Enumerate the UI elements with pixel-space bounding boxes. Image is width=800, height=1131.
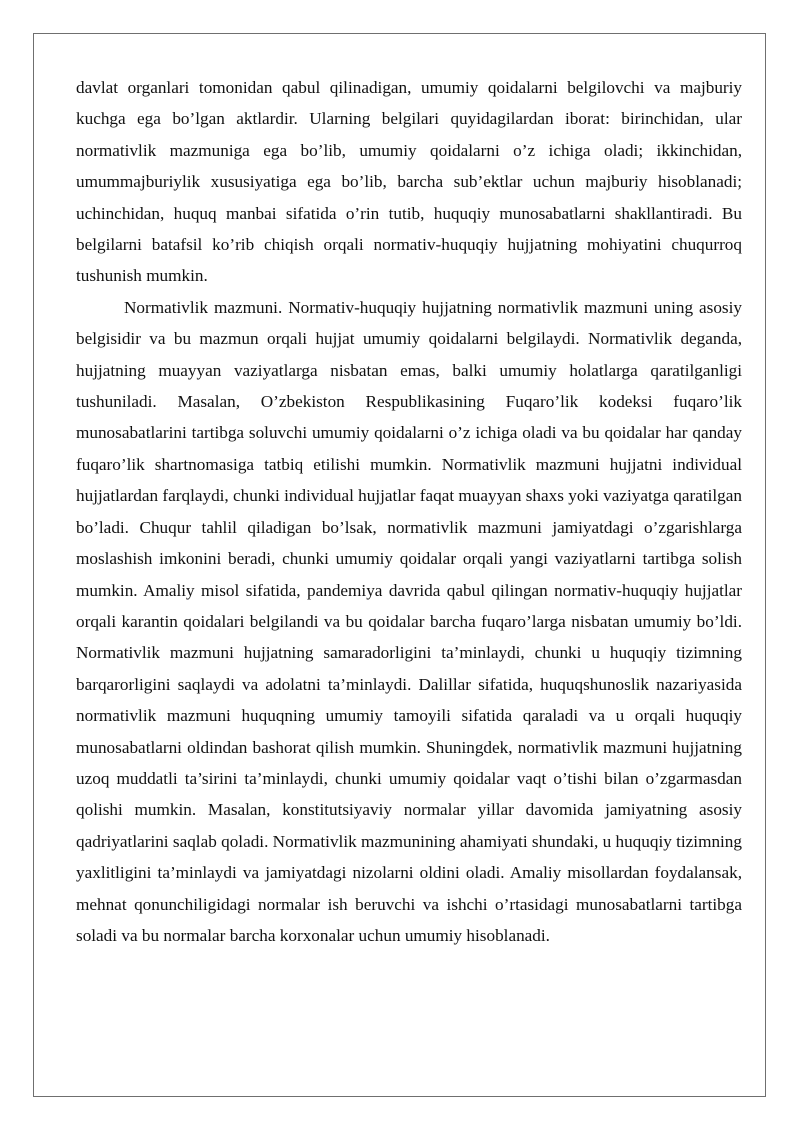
paragraph-intro-continuation: davlat organlari tomonidan qabul qilinadigan, umumiy qoidalarni belgilovchi va majburiy kuchga ega bo’lgan aktlardir. Ularning belgilari quyidagilardan iborat: birinchidan, ular normativlik mazmuniga ega bo’lib, umumiy qoidalarni o’z ichiga oladi; ikkinchidan, umummajburiylik xususiyatiga ega bo’lib, barcha sub’ektlar uchun majburiy hisoblanadi; uchinchidan, huquq manbai sifatida o’rin tutib, huquqiy munosabatlarni shakllantiradi. Bu belgilarni batafsil ko’rib chiqish orqali normativ-huquqiy hujjatning mohiyatini chuqurroq tushunish mumkin. [76,78,742,286]
paragraph-normativlik-mazmuni: Normativlik mazmuni. Normativ-huquqiy hujjatning normativlik mazmuni uning asosiy belgisidir va bu mazmun orqali hujjat umumiy qoidalarni belgilaydi. Normativlik deganda, hujjatning muayyan vaziyatlarga nisbatan emas, balki umumiy holatlarga qaratilganligi tushuniladi. Masalan, O’zbekiston Respublikasining Fuqaro’lik kodeksi fuqaro’lik munosabatlarini tartibga soluvchi umumiy qoidalarni o’z ichiga oladi va bu qoidalar har qanday fuqaro’lik shartnomasiga tatbiq etilishi mumkin. Normativlik mazmuni hujjatni individual hujjatlardan farqlaydi, chunki individual hujjatlar faqat muayyan shaxs yoki vaziyatga qaratilgan bo’ladi. Chuqur tahlil qiladigan bo’lsak, normativlik mazmuni jamiyatdagi o’zgarishlarga moslashish imkonini beradi, chunki umumiy qoidalar orqali yangi vaziyatlarni tartibga solish mumkin. Amaliy misol sifatida, pandemiya davrida qabul qilingan normativ-huquqiy hujjatlar orqali karantin qoidalari belgilandi va bu qoidalar barcha fuqaro’larga nisbatan umumiy bo’ldi. Normativlik mazmuni hujjatning samaradorligini ta’minlaydi, chunki u huquqiy tizimning barqarorligini saqlaydi va adolatni ta’minlaydi. Dalillar sifatida, huquqshunoslik nazariyasida normativlik mazmuni huquqning umumiy tamoyili sifatida qaraladi va u orqali huquqiy munosabatlarni oldindan bashorat qilish mumkin. Shuningdek, normativlik mazmuni hujjatning uzoq muddatli ta’sirini ta’minlaydi, chunki umumiy qoidalar vaqt o’tishi bilan o’zgarmasdan qolishi mumkin. Masalan, konstitutsiyaviy normalar yillar davomida jamiyatning asosiy qadriyatlarini saqlab qoladi. Normativlik mazmunining ahamiyati shundaki, u huquqiy tizimning yaxlitligini ta’minlaydi va jamiyatdagi nizolarni oldini oladi. Amaliy misollardan foydalansak, mehnat qonunchiligidagi normalar ish beruvchi va ishchi o’rtasidagi munosabatlarni tartibga soladi va bu normalar barcha korxonalar uchun umumiy hisoblanadi. [76,297,742,945]
document-body [76,72,742,951]
